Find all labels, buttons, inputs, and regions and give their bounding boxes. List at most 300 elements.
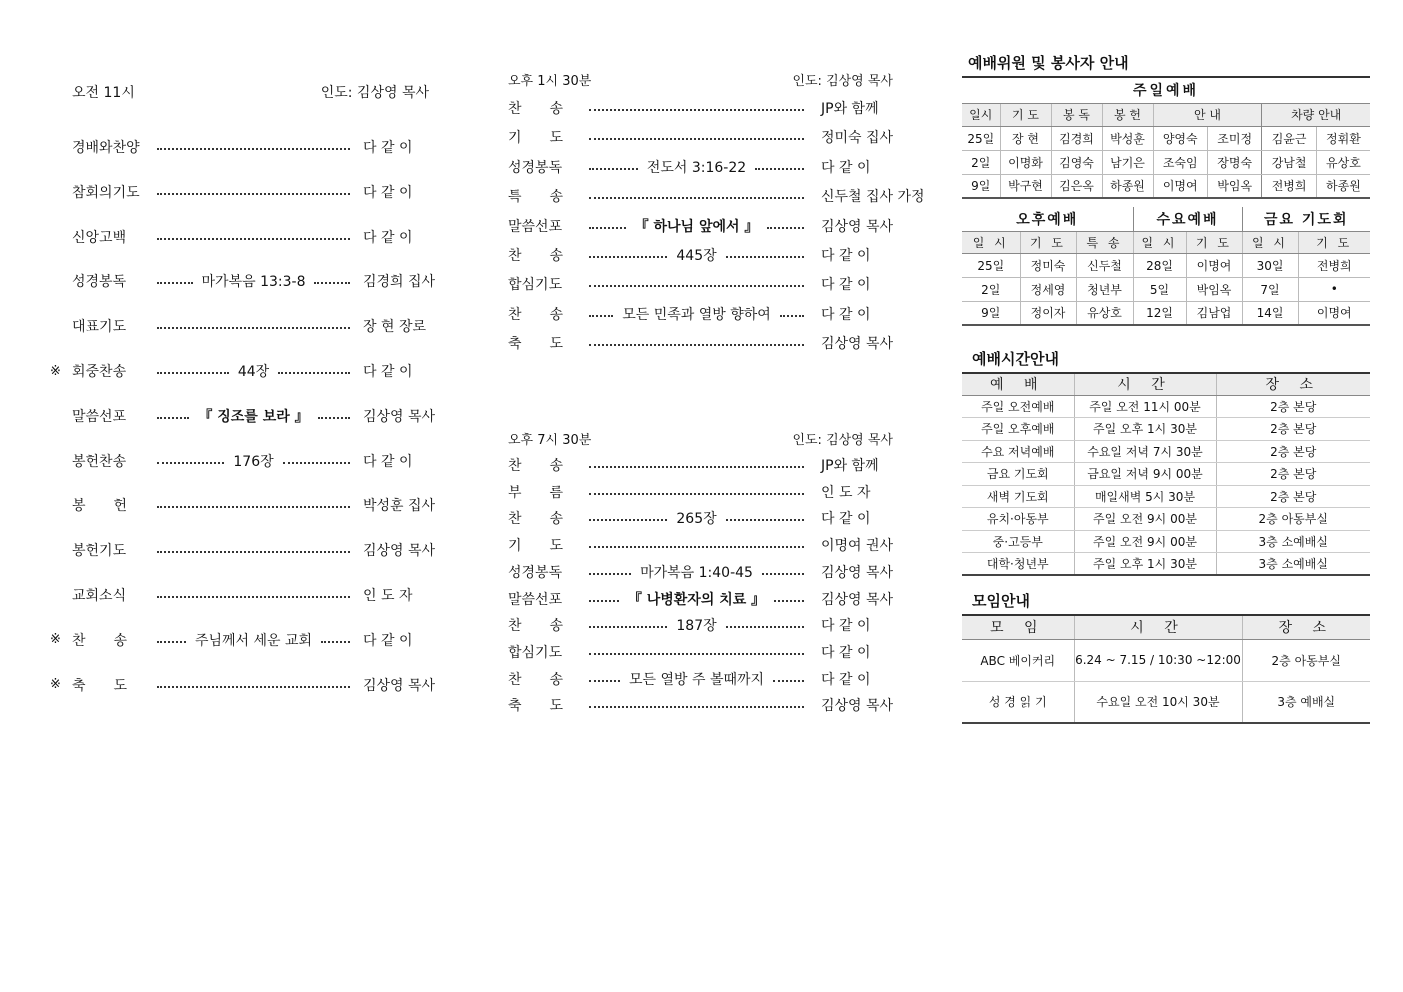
table-cell: 이명화 (1000, 150, 1051, 174)
table-cell: 정이자 (1020, 301, 1076, 325)
order-item (508, 694, 893, 716)
section-title: 예배시간안내 (972, 350, 1059, 368)
table-cell: 9일 (962, 174, 1000, 198)
leader-dots (589, 493, 804, 495)
table-cell: 5일 (1133, 277, 1186, 301)
leader-dots (726, 519, 804, 521)
table-cell: 12일 (1133, 301, 1186, 325)
column-header: 장 소 (1216, 373, 1370, 395)
leader-dots (726, 256, 804, 258)
dotted-leader (586, 562, 807, 582)
table-cell: 25일 (962, 253, 1020, 277)
order-item-label: 기 도 (508, 538, 564, 555)
order-item (50, 136, 435, 158)
table-cell: 2층 본당 (1216, 418, 1370, 441)
afternoon-service-header (508, 70, 893, 92)
order-item-person: 김상영 목사 (821, 336, 894, 353)
dotted-leader (586, 157, 807, 177)
leader-dots (157, 238, 350, 240)
order-item-label: 찬 송 (508, 101, 564, 117)
leader-dots (157, 641, 186, 643)
leader-dots (589, 706, 804, 708)
order-item-person: 김상영 목사 (363, 543, 436, 560)
order-item (50, 494, 435, 516)
leader-dots (157, 193, 350, 195)
order-item-person: JP와 함께 (821, 101, 879, 117)
order-item-label: 찬 송 (508, 458, 564, 474)
weekday-volunteers-table (962, 207, 1370, 326)
table-row (962, 126, 1370, 150)
order-item-detail: 모든 민족과 열방 향하여 (622, 306, 771, 323)
order-item-detail: 『 나병환자의 치료 』 (627, 591, 766, 608)
order-item-person: 박성훈 집사 (363, 498, 436, 515)
order-item-label: 봉헌찬송 (72, 453, 127, 470)
column-header: 봉 독 (1051, 103, 1102, 126)
dotted-leader (586, 342, 807, 344)
table-cell: 금요 기도회 (962, 463, 1074, 486)
service-leader: 인도: 김상영 목사 (792, 74, 893, 89)
leader-dots (278, 372, 350, 374)
order-item (508, 303, 893, 325)
dotted-leader (154, 236, 353, 238)
leader-dots (726, 626, 804, 628)
dotted-leader (154, 549, 353, 551)
table-group-header-row (962, 207, 1370, 231)
table-row (962, 530, 1370, 553)
table-cell: 유상호 (1076, 301, 1133, 325)
column-header: 모 임 (962, 615, 1074, 639)
leader-dots (773, 680, 804, 682)
mark-symbol: ※ (50, 363, 61, 379)
table-cell: 28일 (1133, 253, 1186, 277)
order-item-label: 찬 송 (508, 671, 564, 688)
leader-dots (589, 227, 626, 229)
table-row (962, 508, 1370, 531)
dotted-leader (586, 508, 807, 528)
order-item-label: 축 도 (508, 336, 564, 353)
table-cell: 2층 아동부실 (1216, 508, 1370, 531)
table-row (962, 277, 1370, 301)
order-item-person: 김상영 목사 (363, 677, 436, 694)
order-item-person: 인 도 자 (821, 484, 871, 501)
section-title: 모임안내 (972, 592, 1030, 610)
leader-dots (157, 596, 350, 598)
leader-dots (589, 626, 667, 628)
order-item-detail: 445장 (676, 248, 717, 264)
order-item-label: 봉헌기도 (72, 543, 127, 560)
column-header: 장 소 (1242, 615, 1370, 639)
table-cell: 2일 (962, 277, 1020, 301)
leader-dots (157, 506, 350, 508)
order-item-label: 회중찬송 (72, 364, 127, 380)
table-cell: 이명여 (1186, 253, 1242, 277)
order-item (508, 156, 893, 178)
order-item-person: 다 같 이 (363, 632, 413, 649)
table-cell: • (1298, 277, 1370, 301)
column-header: 기 도 (1000, 103, 1051, 126)
order-item-person: 정미숙 집사 (821, 130, 894, 147)
leader-dots (589, 138, 804, 140)
leader-dots (589, 315, 613, 317)
table-cell: 정세영 (1020, 277, 1076, 301)
table-row (962, 418, 1370, 441)
leader-dots (589, 600, 619, 602)
order-item (508, 588, 893, 610)
order-item-label: 성경봉독 (508, 564, 563, 581)
order-item (508, 668, 893, 690)
order-item (50, 315, 435, 337)
table-header-row (962, 231, 1370, 253)
meetings-table (962, 614, 1370, 724)
leader-dots (589, 109, 804, 111)
dotted-leader (154, 504, 353, 506)
order-item-label: 경배와찬양 (72, 140, 140, 156)
leader-dots (589, 653, 804, 655)
table-cell: 양영숙 (1153, 126, 1207, 150)
table-cell: 2층 본당 (1216, 395, 1370, 418)
leader-dots (589, 680, 620, 682)
order-item-label: 기 도 (508, 130, 564, 147)
service-leader: 인도: 김상영 목사 (320, 85, 429, 101)
leader-dots (157, 327, 350, 329)
order-item (50, 584, 435, 606)
leader-dots (157, 148, 350, 150)
dotted-leader (154, 451, 353, 471)
dotted-leader (586, 304, 807, 324)
order-item-label: 참회의기도 (72, 184, 140, 201)
order-item-label: 대표기도 (72, 319, 127, 336)
order-item (508, 244, 893, 266)
dotted-leader (154, 271, 353, 291)
order-item (50, 450, 435, 472)
table-cell: 금요일 저녁 9시 00분 (1074, 463, 1216, 486)
order-item-label: 말씀선포 (72, 408, 127, 425)
order-item (508, 481, 893, 503)
order-item-person: 다 같 이 (821, 159, 871, 176)
table-cell: 김남업 (1186, 301, 1242, 325)
dotted-leader (154, 191, 353, 193)
table-cell: 강남철 (1262, 150, 1316, 174)
leader-dots (589, 466, 804, 468)
order-item-person: 김경희 집사 (363, 274, 436, 291)
column-header: 예 배 (962, 373, 1074, 395)
schedule-table (962, 372, 1370, 576)
table-cell: 남기은 (1102, 150, 1153, 174)
order-item-detail: 44장 (237, 364, 270, 380)
section-title: 예배위원 및 봉사자 안내 (968, 54, 1129, 72)
table-cell: 유치·아동부 (962, 508, 1074, 531)
table-cell: 25일 (962, 126, 1000, 150)
table-cell: 장 현 (1000, 126, 1051, 150)
order-item-label: 신앙고백 (72, 229, 127, 246)
column-header: 안 내 (1153, 103, 1262, 126)
table-cell: 2층 본당 (1216, 485, 1370, 508)
evening-service (508, 429, 894, 715)
column-header: 일시 (962, 103, 1000, 126)
column-header: 시 간 (1074, 615, 1242, 639)
order-item (508, 273, 893, 295)
leader-dots (157, 462, 224, 464)
leader-dots (283, 462, 350, 464)
order-item-person: 다 같 이 (821, 277, 871, 294)
order-item-person: 다 같 이 (363, 229, 413, 246)
order-item-label: 말씀선포 (508, 591, 563, 608)
dotted-leader (154, 684, 353, 686)
table-cell: 매일새벽 5시 30분 (1074, 485, 1216, 508)
table-cell: 2층 본당 (1216, 440, 1370, 463)
mark-symbol: ※ (50, 677, 61, 693)
order-item-label: 찬 송 (508, 248, 564, 264)
schedule-section (962, 348, 1370, 576)
leader-dots (157, 417, 189, 419)
table-cell: 3층 소예배실 (1216, 553, 1370, 576)
order-item-person: 다 같 이 (821, 618, 871, 635)
column-header: 기 도 (1186, 231, 1242, 253)
order-item-label: 합심기도 (508, 277, 563, 294)
table-cell: 중·고등부 (962, 530, 1074, 553)
table-row (962, 395, 1370, 418)
table-cell: 2일 (962, 150, 1000, 174)
dotted-leader (586, 615, 807, 635)
table-cell: 박성훈 (1102, 126, 1153, 150)
dotted-leader (154, 630, 353, 650)
column-header: 일 시 (1133, 231, 1186, 253)
order-item-person: 김상영 목사 (821, 698, 894, 715)
order-item-label: 특 송 (508, 189, 564, 206)
table-cell: 2층 아동부실 (1242, 639, 1370, 681)
order-item-person: 다 같 이 (363, 140, 413, 156)
dotted-leader (586, 216, 807, 236)
table-cell: 7일 (1242, 277, 1298, 301)
table-cell: 주일 오전 11시 00분 (1074, 395, 1216, 418)
order-item (508, 185, 925, 207)
table-cell: 이명여 (1298, 301, 1370, 325)
order-item (50, 181, 435, 203)
order-item (50, 539, 435, 561)
order-item (508, 215, 893, 237)
leader-dots (157, 282, 193, 284)
column-header: 시 간 (1074, 373, 1216, 395)
table-cell: 주일 오후 1시 30분 (1074, 553, 1216, 576)
table-cell: 신두철 (1076, 253, 1133, 277)
table-cell: 전병희 (1298, 253, 1370, 277)
table-cell: 조숙임 (1153, 150, 1207, 174)
column-header: 기 도 (1020, 231, 1076, 253)
table-cell: 30일 (1242, 253, 1298, 277)
order-item-detail: 마가복음 1:40-45 (640, 564, 753, 581)
leader-dots (589, 344, 804, 346)
order-item-detail: 265장 (676, 511, 717, 528)
order-item-person: 다 같 이 (821, 644, 871, 661)
table-row (962, 301, 1370, 325)
order-item (50, 405, 435, 427)
leader-dots (767, 227, 804, 229)
table-cell: 6.24 ~ 7.15 / 10:30 ~12:00 (1074, 639, 1242, 681)
order-item-detail: 마가복음 13:3-8 (201, 274, 306, 291)
table-cell: 주일 오전예배 (962, 395, 1074, 418)
table-cell: 청년부 (1076, 277, 1133, 301)
table-cell: 정휘환 (1316, 126, 1370, 150)
order-item-detail: 『 징조를 보라 』 (198, 408, 309, 425)
leader-dots (157, 551, 350, 553)
order-item (50, 226, 435, 248)
leader-dots (157, 372, 229, 374)
dotted-leader (586, 704, 807, 706)
order-item (508, 97, 893, 119)
dotted-leader (154, 325, 353, 327)
table-cell: 수요 저녁예배 (962, 440, 1074, 463)
table-cell: 전병희 (1262, 174, 1316, 198)
table-cell: 9일 (962, 301, 1020, 325)
volunteers-section (962, 52, 1370, 326)
leader-dots (589, 168, 638, 170)
afternoon-service (508, 70, 925, 353)
order-item-person: 인 도 자 (363, 588, 413, 604)
table-row (962, 440, 1370, 463)
order-item (508, 454, 893, 476)
service-leader: 인도: 김상영 목사 (792, 433, 893, 448)
table-row (962, 463, 1370, 486)
order-item-label: 말씀선포 (508, 218, 563, 235)
table-header-row (962, 615, 1370, 639)
table-cell: 대학·청년부 (962, 553, 1074, 576)
leader-dots (589, 285, 804, 287)
table-cell: 유상호 (1316, 150, 1370, 174)
table-cell: 정미숙 (1020, 253, 1076, 277)
order-item (50, 360, 435, 382)
order-item-person: 장 현 장로 (363, 319, 426, 336)
table-row (962, 174, 1370, 198)
table-cell: 박임옥 (1207, 174, 1261, 198)
order-item-label: 찬 송 (508, 618, 564, 635)
table-cell: 주일 오후예배 (962, 418, 1074, 441)
leader-dots (780, 315, 804, 317)
group-header: 금요 기도회 (1242, 207, 1370, 231)
meetings-section (962, 590, 1370, 724)
table-cell: 2층 본당 (1216, 463, 1370, 486)
leader-dots (774, 600, 804, 602)
order-item-person: 다 같 이 (821, 671, 871, 688)
order-item-person: 다 같 이 (821, 248, 871, 264)
sunday-volunteers-table (962, 76, 1370, 199)
order-item-detail: 전도서 3:16-22 (646, 159, 747, 176)
table-row (962, 681, 1370, 723)
leader-dots (321, 641, 350, 643)
order-item-detail: 176장 (233, 453, 274, 470)
order-item-label: 축 도 (72, 677, 128, 694)
leader-dots (318, 417, 350, 419)
table-cell: ABC 베이커리 (962, 639, 1074, 681)
order-item-label: 찬 송 (508, 306, 564, 323)
table-cell: 성 경 읽 기 (962, 681, 1074, 723)
order-item-detail: 『 하나님 앞에서 』 (634, 218, 759, 235)
dotted-leader (586, 195, 807, 197)
dotted-leader (586, 464, 807, 466)
table-cell: 이명여 (1153, 174, 1207, 198)
service-time: 오전 11시 (72, 85, 135, 101)
morning-service-header (50, 82, 435, 104)
order-item-person: 김상영 목사 (363, 408, 436, 425)
table-row (962, 253, 1370, 277)
table-caption: 주일예배 (962, 77, 1370, 103)
column-header: 봉 헌 (1102, 103, 1153, 126)
service-time: 오후 1시 30분 (508, 74, 592, 89)
order-item-person: 다 같 이 (821, 511, 871, 528)
dotted-leader (586, 589, 807, 609)
column-header: 특 송 (1076, 231, 1133, 253)
table-cell: 주일 오후 1시 30분 (1074, 418, 1216, 441)
group-header: 오후예배 (962, 207, 1133, 231)
table-cell: 하종원 (1316, 174, 1370, 198)
dotted-leader (586, 544, 807, 546)
leader-dots (157, 686, 350, 688)
table-cell: 수요일 오전 10시 30분 (1074, 681, 1242, 723)
table-cell: 조미정 (1207, 126, 1261, 150)
leader-dots (589, 573, 631, 575)
order-item-person: 신두철 집사 가정 (821, 189, 925, 206)
order-item-label: 부 름 (508, 484, 564, 501)
column-header: 기 도 (1298, 231, 1370, 253)
table-row (962, 639, 1370, 681)
dotted-leader (586, 245, 807, 265)
order-item (50, 674, 435, 696)
order-item-detail: 187장 (676, 618, 717, 635)
order-item-person: 김상영 목사 (821, 218, 894, 235)
group-header: 수요예배 (1133, 207, 1242, 231)
order-item (508, 614, 893, 636)
order-item (508, 641, 893, 663)
order-item-label: 합심기도 (508, 644, 563, 661)
order-item-label: 봉 헌 (72, 498, 128, 515)
dotted-leader (154, 406, 353, 426)
leader-dots (589, 546, 804, 548)
column-header: 차량 안내 (1262, 103, 1370, 126)
mark-symbol: ※ (50, 632, 61, 648)
order-item (508, 561, 893, 583)
leader-dots (589, 519, 667, 521)
order-item-label: 교회소식 (72, 588, 127, 604)
order-item (508, 507, 893, 529)
order-item-person: 다 같 이 (363, 184, 413, 201)
order-item (50, 270, 435, 292)
order-item-person: 김상영 목사 (821, 591, 894, 608)
leader-dots (589, 256, 667, 258)
table-cell: 김은옥 (1051, 174, 1102, 198)
order-item-label: 성경봉독 (508, 159, 563, 176)
order-item-detail: 모든 열방 주 볼때까지 (628, 671, 765, 688)
table-cell: 박임옥 (1186, 277, 1242, 301)
dotted-leader (154, 594, 353, 596)
table-cell: 김영숙 (1051, 150, 1102, 174)
order-item-person: 다 같 이 (821, 306, 871, 323)
table-cell: 장명숙 (1207, 150, 1261, 174)
order-item-detail: 주님께서 세운 교회 (194, 632, 313, 649)
order-item (508, 332, 893, 354)
order-item-person: 다 같 이 (363, 364, 413, 380)
table-row (962, 150, 1370, 174)
table-cell: 주일 오전 9시 00분 (1074, 508, 1216, 531)
dotted-leader (586, 651, 807, 653)
table-cell: 김윤근 (1262, 126, 1316, 150)
table-cell: 14일 (1242, 301, 1298, 325)
table-cell: 새벽 기도회 (962, 485, 1074, 508)
table-header-row (962, 103, 1370, 126)
order-item-label: 성경봉독 (72, 274, 127, 291)
table-cell: 수요일 저녁 7시 30분 (1074, 440, 1216, 463)
table-cell: 김경희 (1051, 126, 1102, 150)
morning-service (50, 82, 436, 694)
table-row (962, 485, 1370, 508)
